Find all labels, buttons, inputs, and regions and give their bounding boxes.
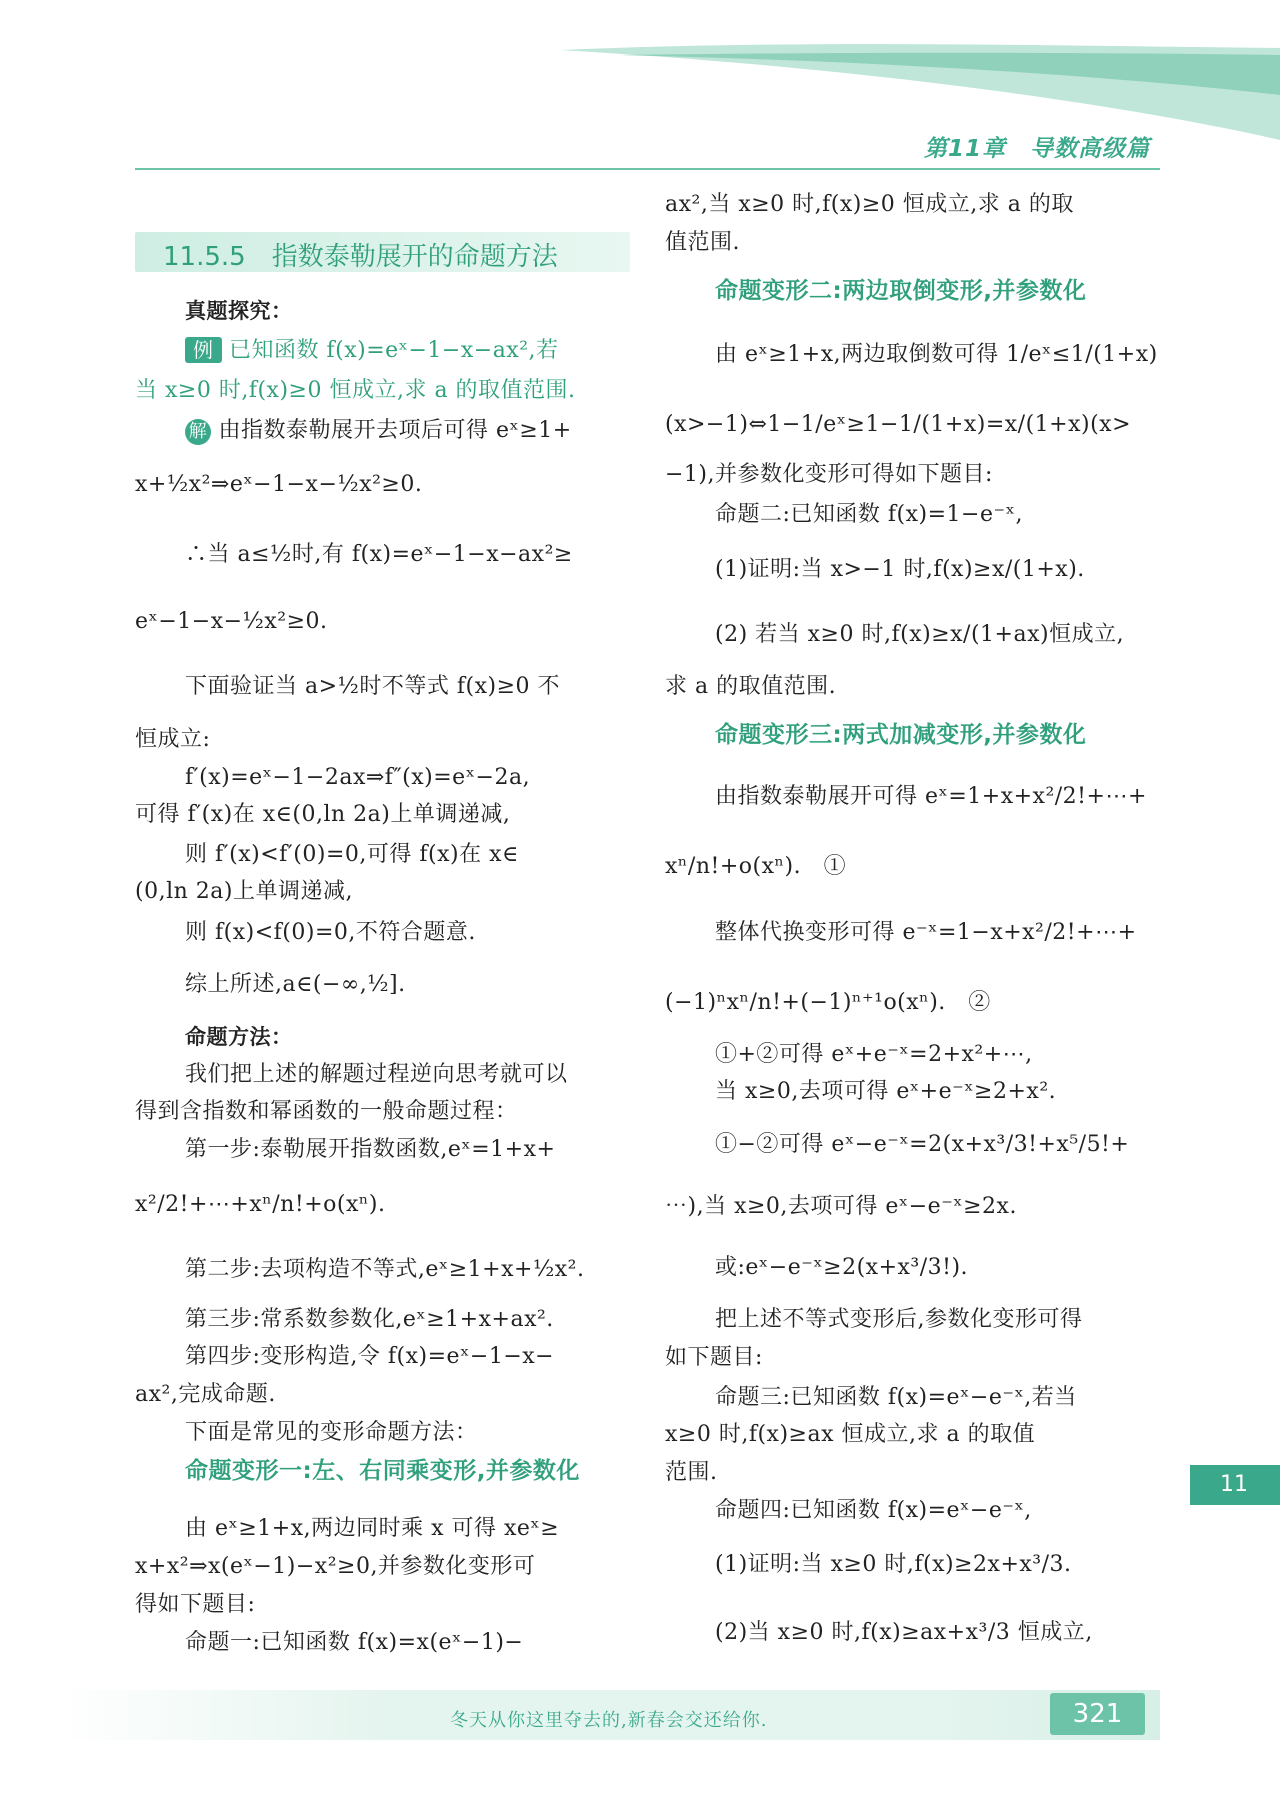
right-line-9: 求 a 的取值范围. bbox=[665, 674, 837, 699]
variation-3-title: 命题变形三:两式加减变形,并参数化 bbox=[715, 722, 1087, 748]
method-line-2: 得到含指数和幂函数的一般命题过程： bbox=[135, 1099, 518, 1124]
solution-line-2: x+½x²⇒eˣ−1−x−½x²≥0. bbox=[135, 472, 423, 497]
method-line-5: 第二步:去项构造不等式,eˣ≥1+x+½x². bbox=[185, 1257, 585, 1282]
zhenti-heading: 真题探究： bbox=[185, 299, 293, 323]
right-line-17: ⋯),当 x≥0,去项可得 eˣ−e⁻ˣ≥2x. bbox=[665, 1194, 1017, 1219]
solution-line-3: ∴当 a≤½时,有 f(x)=eˣ−1−x−ax²≥ bbox=[185, 542, 573, 567]
example-tag: 例 bbox=[185, 337, 222, 363]
solution-tag: 解 bbox=[185, 419, 211, 445]
variation-1-title: 命题变形一:左、右同乘变形,并参数化 bbox=[185, 1458, 580, 1484]
method-line-3: 第一步:泰勒展开指数函数,eˣ=1+x+ bbox=[185, 1137, 556, 1162]
right-line-4: (x>−1)⇔1−1/eˣ≥1−1/(1+x)=x/(1+x)(x> bbox=[665, 412, 1132, 437]
solution-line-9: 则 f′(x)<f′(0)=0,可得 f(x)在 x∈ bbox=[185, 842, 519, 867]
solution-line-6: 恒成立: bbox=[135, 727, 211, 752]
variation-2-title: 命题变形二:两边取倒变形,并参数化 bbox=[715, 278, 1087, 304]
right-line-24: 命题四:已知函数 f(x)=eˣ−e⁻ˣ, bbox=[715, 1498, 1032, 1523]
right-line-18: 或:eˣ−e⁻ˣ≥2(x+x³/3!). bbox=[715, 1255, 969, 1280]
solution-line-12: 综上所述,a∈(−∞,½]. bbox=[185, 972, 406, 997]
right-line-13: (−1)ⁿxⁿ/n!+(−1)ⁿ⁺¹o(xⁿ). ② bbox=[665, 990, 991, 1015]
example-line-2: 当 x≥0 时,f(x)≥0 恒成立,求 a 的取值范围. bbox=[135, 378, 576, 403]
right-line-3: 由 eˣ≥1+x,两边取倒数可得 1/eˣ≤1/(1+x) bbox=[715, 342, 1158, 367]
method-line-8: ax²,完成命题. bbox=[135, 1382, 276, 1407]
solution-text-1: 由指数泰勒展开去项后可得 eˣ≥1+ bbox=[218, 418, 572, 443]
method-line-9: 下面是常见的变形命题方法： bbox=[185, 1420, 478, 1445]
variation-1-line-4: 命题一:已知函数 f(x)=x(eˣ−1)− bbox=[185, 1630, 524, 1655]
right-line-16: ①−②可得 eˣ−e⁻ˣ=2(x+x³/3!+x⁵/5!+ bbox=[715, 1132, 1130, 1157]
right-line-8: (2) 若当 x≥0 时,f(x)≥x/(1+ax)恒成立, bbox=[715, 622, 1125, 647]
right-line-10: 由指数泰勒展开可得 eˣ=1+x+x²/2!+⋯+ bbox=[715, 784, 1147, 809]
method-line-4: x²/2!+⋯+xⁿ/n!+o(xⁿ). bbox=[135, 1192, 386, 1217]
right-line-2: 值范围. bbox=[665, 230, 740, 255]
section-heading bbox=[135, 232, 630, 272]
right-line-1: ax²,当 x≥0 时,f(x)≥0 恒成立,求 a 的取 bbox=[665, 192, 1074, 217]
solution-line-8: 可得 f′(x)在 x∈(0,ln 2a)上单调递减, bbox=[135, 802, 511, 827]
example-line-1 bbox=[185, 336, 559, 366]
right-line-20: 如下题目: bbox=[665, 1345, 763, 1370]
chapter-side-tab: 11 bbox=[1190, 1465, 1280, 1505]
solution-line-10: (0,ln 2a)上单调递减, bbox=[135, 879, 353, 904]
method-line-1: 我们把上述的解题过程逆向思考就可以 bbox=[185, 1062, 568, 1087]
right-line-25: (1)证明:当 x≥0 时,f(x)≥2x+x³/3. bbox=[715, 1552, 1072, 1577]
right-line-12: 整体代换变形可得 e⁻ˣ=1−x+x²/2!+⋯+ bbox=[715, 920, 1137, 945]
right-line-5: −1),并参数化变形可得如下题目: bbox=[665, 462, 993, 487]
solution-line-4: eˣ−1−x−½x²≥0. bbox=[135, 609, 328, 634]
right-line-15: 当 x≥0,去项可得 eˣ+e⁻ˣ≥2+x². bbox=[715, 1079, 1057, 1104]
right-line-22: x≥0 时,f(x)≥ax 恒成立,求 a 的取值 bbox=[665, 1422, 1036, 1447]
right-line-21: 命题三:已知函数 f(x)=eˣ−e⁻ˣ,若当 bbox=[715, 1385, 1077, 1410]
solution-line-1 bbox=[185, 416, 572, 446]
right-line-19: 把上述不等式变形后,参数化变形可得 bbox=[715, 1307, 1083, 1332]
right-line-23: 范围. bbox=[665, 1460, 718, 1485]
right-line-11: xⁿ/n!+o(xⁿ). ① bbox=[665, 854, 847, 879]
section-title: 11.5.5 指数泰勒展开的命题方法 bbox=[163, 242, 558, 272]
right-line-26: (2)当 x≥0 时,f(x)≥ax+x³/3 恒成立, bbox=[715, 1620, 1093, 1645]
footer-motto: 冬天从你这里夺去的,新春会交还给你. bbox=[450, 1710, 768, 1731]
page-number: 321 bbox=[1050, 1693, 1145, 1735]
chapter-title: 第11章 导数高级篇 bbox=[923, 136, 1150, 162]
method-line-7: 第四步:变形构造,令 f(x)=eˣ−1−x− bbox=[185, 1344, 555, 1369]
solution-line-5: 下面验证当 a>½时不等式 f(x)≥0 不 bbox=[185, 674, 560, 699]
solution-line-11: 则 f(x)<f(0)=0,不符合题意. bbox=[185, 920, 476, 945]
variation-1-line-1: 由 eˣ≥1+x,两边同时乘 x 可得 xeˣ≥ bbox=[185, 1516, 560, 1541]
right-line-6: 命题二:已知函数 f(x)=1−e⁻ˣ, bbox=[715, 502, 1023, 527]
right-line-7: (1)证明:当 x>−1 时,f(x)≥x/(1+x). bbox=[715, 557, 1085, 582]
variation-1-line-2: x+x²⇒x(eˣ−1)−x²≥0,并参数化变形可 bbox=[135, 1554, 536, 1579]
header-rule bbox=[135, 168, 1160, 170]
solution-line-7: f′(x)=eˣ−1−2ax⇒f″(x)=eˣ−2a, bbox=[185, 765, 531, 790]
variation-1-line-3: 得如下题目: bbox=[135, 1592, 256, 1617]
method-line-6: 第三步:常系数参数化,eˣ≥1+x+ax². bbox=[185, 1307, 554, 1332]
example-text-1: 已知函数 f(x)=eˣ−1−x−ax²,若 bbox=[229, 338, 559, 363]
method-heading: 命题方法： bbox=[185, 1025, 293, 1049]
right-line-14: ①+②可得 eˣ+e⁻ˣ=2+x²+⋯, bbox=[715, 1042, 1033, 1067]
